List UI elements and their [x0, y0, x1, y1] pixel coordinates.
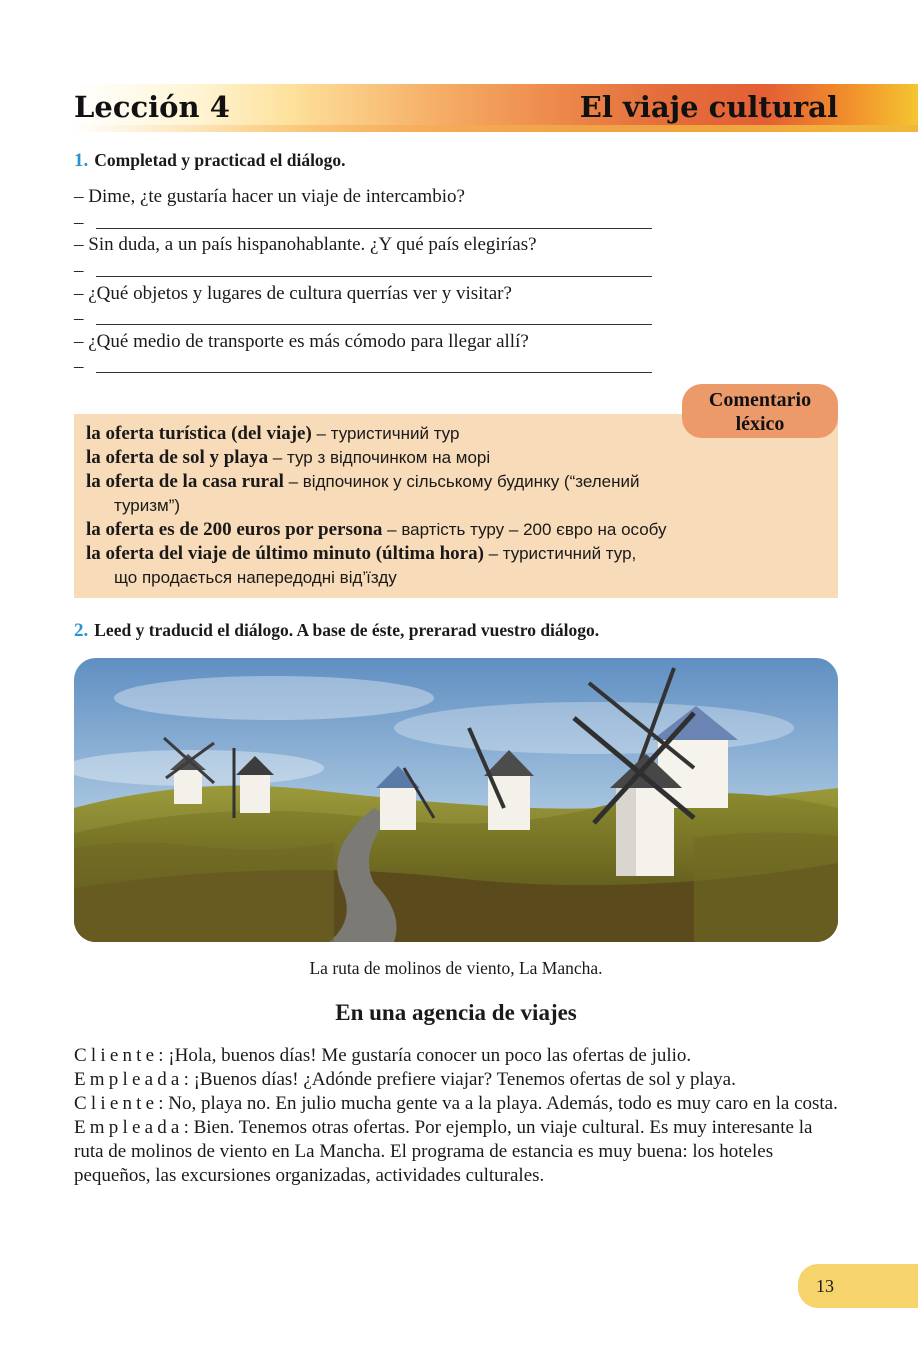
speaker-text: : ¡Hola, buenos días! Me gustaría conocer un poco las ofertas de julio.	[158, 1045, 692, 1066]
dialogue-turn	[74, 1044, 840, 1068]
task-1-heading	[74, 150, 346, 172]
dialogue-turn	[74, 1068, 840, 1092]
lexicon-term: la oferta de sol y playa	[86, 447, 269, 468]
speaker-name: Cliente	[74, 1093, 159, 1114]
answer-rule	[96, 372, 652, 373]
lexicon-gloss: – вартість туру – 200 євро на особу	[382, 520, 667, 539]
lesson-title: Lección 4	[74, 90, 230, 124]
photo-caption: La ruta de molinos de viento, La Mancha.	[309, 958, 603, 978]
dash: –	[74, 356, 84, 377]
answer-blank[interactable]	[74, 356, 84, 376]
lexicon-entry	[86, 518, 826, 542]
task-instruction: Leed y traducid el diálogo. A base de éste, prerarad vuestro diálogo.	[94, 620, 600, 640]
speaker-text: : No, playa no. En julio mucha gente va a la playa. Además, todo es muy caro en la costa.	[158, 1093, 838, 1114]
answer-rule	[96, 276, 652, 277]
lexicon-term: la oferta es de 200 euros por persona	[86, 519, 383, 540]
dialogue-text	[74, 1044, 840, 1188]
speaker-name: Empleada	[74, 1069, 184, 1090]
badge-line: léxico	[735, 413, 785, 435]
lexicon-term: la oferta de la casa rural	[86, 471, 284, 492]
windmills-photo	[74, 658, 838, 942]
lexicon-gloss: – туристичний тур	[311, 424, 460, 443]
dash: –	[74, 308, 84, 329]
dialogue-line: – Sin duda, a un país hispanohablante. ¿Y qué país elegirías?	[74, 234, 537, 255]
dialogue-line: – ¿Qué objetos y lugares de cultura querrías ver y visitar?	[74, 283, 512, 304]
speaker-name: Empleada	[74, 1117, 184, 1138]
dash: –	[74, 260, 84, 281]
task-number: 1.	[74, 150, 89, 171]
dialogue-title: En una agencia de viajes	[335, 1000, 577, 1025]
answer-blank[interactable]	[74, 308, 84, 328]
answer-blank[interactable]	[74, 212, 84, 232]
task-number: 2.	[74, 620, 89, 641]
page-number: 13	[816, 1276, 834, 1296]
task-2-heading	[74, 620, 599, 642]
speaker-text: : ¡Buenos días! ¿Adónde prefiere viajar? Tenemos ofertas de sol y playa.	[183, 1069, 736, 1090]
lexicon-entry	[86, 470, 826, 518]
lexicon-gloss-continued: що продається напередодні від’їзду	[114, 568, 397, 587]
lexicon-gloss-continued: туризм”)	[114, 496, 181, 515]
lexicon-gloss: – відпочинок у сільському будинку (“зелений	[283, 472, 640, 491]
lexicon-entry	[86, 446, 826, 470]
lexicon-gloss: – тур з відпочинком на морі	[268, 448, 491, 467]
dialogue-line: – ¿Qué medio de transporte es más cómodo para llegar allí?	[74, 331, 529, 352]
speaker-name: Cliente	[74, 1045, 159, 1066]
dialogue-line: – Dime, ¿te gustaría hacer un viaje de intercambio?	[74, 186, 465, 207]
lexicon-term: la oferta turística (del viaje)	[86, 423, 312, 444]
badge-line: Comentario	[708, 389, 812, 411]
answer-rule	[96, 228, 652, 229]
lesson-topic: El viaje cultural	[579, 90, 838, 124]
dash: –	[74, 212, 84, 233]
lexicon-entry	[86, 422, 826, 446]
dialogue-turn	[74, 1092, 840, 1116]
answer-blank[interactable]	[74, 260, 84, 280]
answer-rule	[96, 324, 652, 325]
lexicon-entry	[86, 542, 826, 590]
task-instruction: Completad y practicad el diálogo.	[94, 150, 346, 170]
windmills-illustration	[74, 658, 838, 942]
lexicon-gloss: – туристичний тур,	[483, 544, 637, 563]
lexicon-term: la oferta del viaje de último minuto (última hora)	[86, 543, 484, 564]
speaker-text: : Bien. Tenemos otras ofertas. Por ejemplo, un viaje cultural. Es muy interesante la ruta de molinos de viento en La Mancha. El programa de estancia es muy buena: los hoteles pequeños, las excursiones organizadas, actividades culturales.	[74, 1117, 813, 1186]
dialogue-turn	[74, 1116, 840, 1188]
